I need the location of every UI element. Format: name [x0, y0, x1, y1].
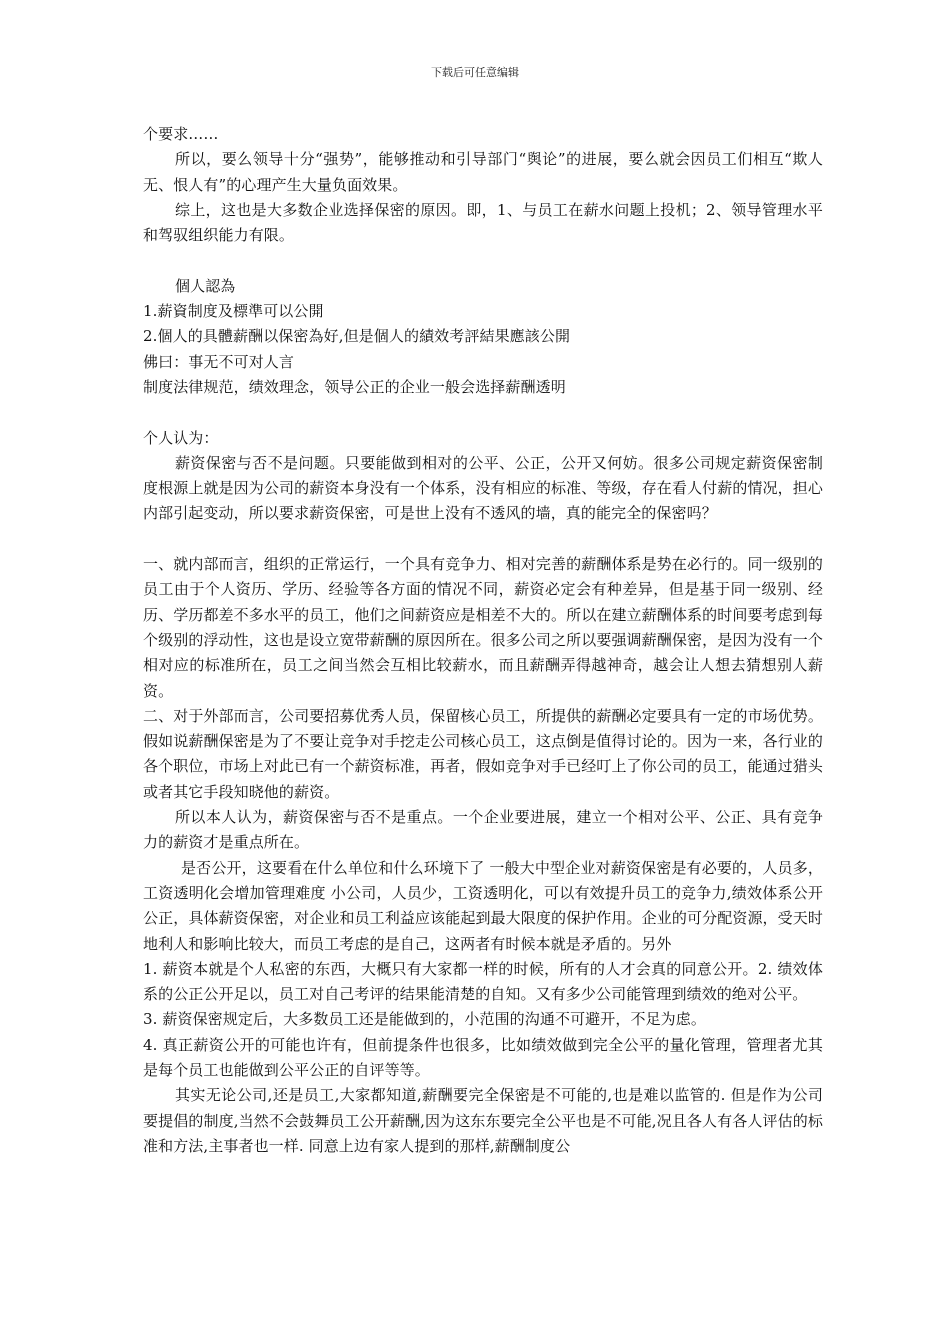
paragraph: 2.個人的具體薪酬以保密為好,但是個人的績效考評結果應該公開: [143, 327, 571, 346]
paragraph: 3. 薪资保密规定后，大多数员工还是能做到的，小范围的沟通不可避开，不足为虑。: [143, 1010, 706, 1029]
paragraph: 制度法律规范，绩效理念，领导公正的企业一般会选择薪酬透明: [143, 377, 566, 396]
paragraph: 個人認為: [175, 276, 236, 295]
paragraph: 薪资保密与否不是问题。只要能做到相对的公平、公正，公开又何妨。很多公司规定薪资保密制度根源上就是因为公司的薪资本身没有一个体系，没有相应的标准、等级，存在看人付薪的情况，担心内部引起变动，所以要求薪资保密，可是世上没有不透风的墙，真的能完全的保密吗？: [143, 453, 823, 523]
paragraph: 二、对于外部而言，公司要招募优秀人员，保留核心员工，所提供的薪酬必定要具有一定的市场优势。假如说薪酬保密是为了不要让竞争对手挖走公司核心员工，这点倒是值得讨论的。因为一来，各行业的各个职位，市场上对此已有一个薪资标准，再者，假如竞争对手已经叮上了你公司的员工，能通过猎头或者其它手段知晓他的薪资。: [143, 706, 823, 801]
paragraph: 1. 薪资本就是个人私密的东西，大概只有大家都一样的时候，所有的人才会真的同意公开。2. 绩效体系的公正公开足以，员工对自己考评的结果能清楚的自知。又有多少公司能管理到绩效的绝对公平。: [143, 959, 823, 1004]
document-body: [143, 122, 823, 1159]
page-header: 下载后可任意编辑: [431, 66, 519, 79]
paragraph: 综上，这也是大多数企业选择保密的原因。即，1、与员工在薪水问题上投机；2、领导管理水平和驾驭组织能力有限。: [143, 200, 823, 245]
blank-line: [143, 248, 823, 273]
paragraph: 个人认为：: [143, 428, 219, 447]
paragraph: 1.薪資制度及標準可以公開: [143, 302, 324, 321]
paragraph: 个要求……: [143, 125, 219, 143]
paragraph: 其实无论公司,还是员工,大家都知道,薪酬要完全保密是不可能的,也是难以监管的. 但是作为公司要提倡的制度,当然不会鼓舞员工公开薪酬,因为这东东要完全公平也是不可能,况且各人有各人评估的标准和方法,主事者也一样. 同意上边有家人提到的那样,薪酬制度公: [143, 1086, 823, 1155]
paragraph: 一、就内部而言，组织的正常运行，一个具有竞争力、相对完善的薪酬体系是势在必行的。同一级别的员工由于个人资历、学历、经验等各方面的情况不同，薪资必定会有种差异，但是基于同一级别、经历、学历都差不多水平的员工，他们之间薪资应是相差不大的。所以在建立薪酬体系的时间要考虑到每个级别的浮动性，这也是设立宽带薪酬的原因所在。很多公司之所以要强调薪酬保密，是因为没有一个相对应的标准所在，员工之间当然会互相比较薪水，而且薪酬弄得越神奇，越会让人想去猜想别人薪资。: [143, 555, 823, 700]
blank-line: [143, 527, 823, 552]
paragraph: 所以，要么领导十分“强势”，能够推动和引导部门“舆论”的进展，要么就会因员工们相互“欺人无、恨人有”的心理产生大量负面效果。: [143, 150, 823, 194]
paragraph: 所以本人认为，薪资保密与否不是重点。一个企业要进展，建立一个相对公平、公正、具有竞争力的薪资才是重点所在。: [143, 808, 823, 852]
paragraph: 4. 真正薪资公开的可能也许有，但前提条件也很多，比如绩效做到完全公平的量化管理，管理者尤其是每个员工也能做到公平公正的自评等等。: [143, 1035, 823, 1079]
paragraph: 佛曰：事无不可对人言: [143, 352, 295, 371]
paragraph: 是否公开，这要看在什么单位和什么环境下了 一般大中型企业对薪资保密是有必要的，人员多，工资透明化会增加管理难度 小公司，人员少，工资透明化，可以有效提升员工的竞争力,绩效体系公开公正，具体薪资保密，对企业和员工利益应该能起到最大限度的保护作用。企业的可分配资源，受天时地利人和影响比较大，而员工考虑的是自己，这两者有时候本就是矛盾的。另外: [143, 858, 823, 953]
blank-line: [143, 400, 823, 425]
